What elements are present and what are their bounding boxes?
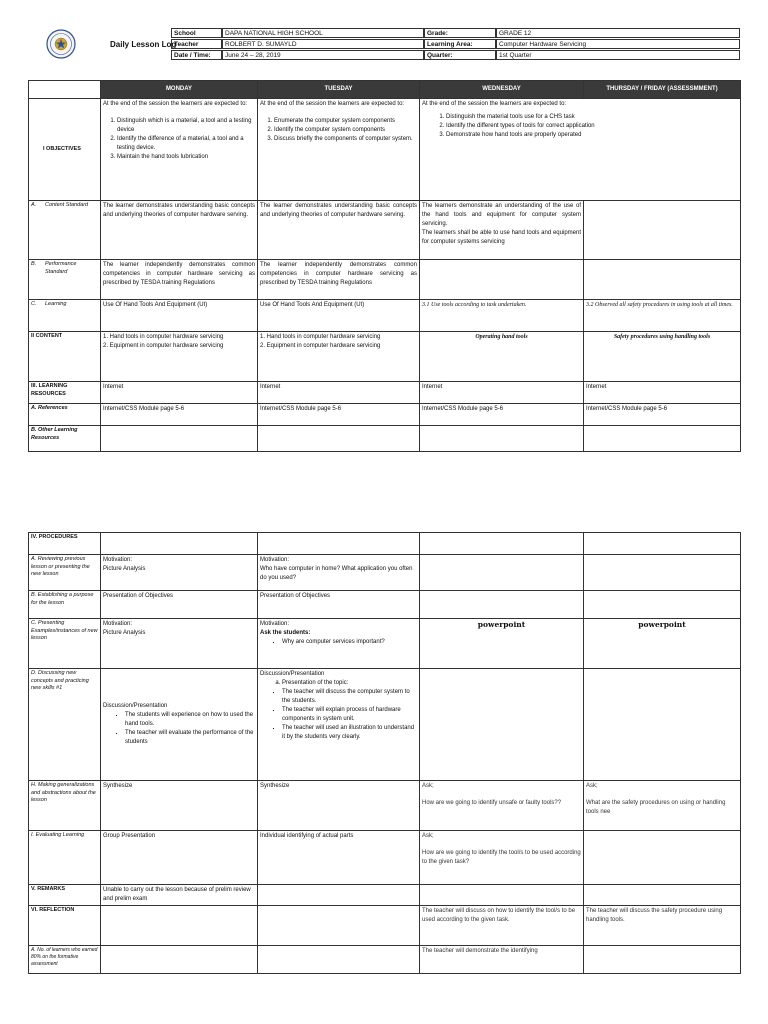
school-value: DAPA NATIONAL HIGH SCHOOL: [222, 28, 424, 38]
content-standard-wednesday: The learners demonstrate an understanding of the use of the hand tools and equipment for computer system servicing. The learners shall be able to use hand tools and equipment for computer systems servicing: [420, 201, 584, 260]
procedure-c-thursday: powerpoint: [584, 619, 741, 669]
objectives-wednesday: At the end of the session the learners are expected to: 1. Distinguish the material tools use for a CHS task 2. Identify the different types of tools for correct application 3. Demonstrate how hand tools are properly operated: [420, 99, 741, 201]
row-procedure-h: [29, 781, 741, 831]
grade-label: Grade:: [424, 28, 496, 38]
procedure-i-wednesday: Ask; How are we going to identify the tool/s to be used according to the given task?: [420, 831, 584, 885]
learning-resources-monday: Internet: [101, 382, 258, 404]
procedures-tuesday: [258, 533, 420, 555]
other-resources-label: B. Other Learning Resources: [29, 426, 101, 452]
procedure-a-monday: Motivation: Picture Analysis: [101, 555, 258, 591]
school-label: School: [171, 28, 222, 38]
remarks-tuesday: [258, 885, 420, 906]
date-label: Date / Time:: [171, 50, 222, 60]
row-reflection: [29, 906, 741, 946]
learners-80-wednesday: The teacher will demonstrate the identifying: [420, 946, 584, 974]
procedure-d-label: D. Discussing new concepts and practicing new skills #1: [29, 669, 101, 781]
learning-area-value: Computer Hardware Servicing: [496, 39, 740, 49]
procedure-b-monday: Presentation of Objectives: [101, 591, 258, 619]
procedure-h-monday: Synthesize: [101, 781, 258, 831]
day-tuesday: TUESDAY: [258, 81, 420, 99]
learning-tuesday: Use Of Hand Tools And Equipment (Ut): [258, 300, 420, 332]
content-standard-thursday: [584, 201, 741, 260]
row-remarks: [29, 885, 741, 906]
performance-standard-label: B. Performance Standard: [29, 260, 101, 300]
daily-lesson-log-title: Daily Lesson Log: [110, 40, 177, 49]
performance-standard-thursday: [584, 260, 741, 300]
procedure-i-thursday: [584, 831, 741, 885]
content-tuesday: 1. Hand tools in computer hardware servicing 2. Equipment in computer hardware servicing: [258, 332, 420, 382]
date-value: June 24 – 28, 2019: [222, 50, 424, 60]
row-content-standard: [29, 201, 741, 260]
grade-value: GRADE 12: [496, 28, 740, 38]
content-label: II CONTENT: [29, 332, 101, 382]
references-thursday: Internet/CSS Module page 5-6: [584, 404, 741, 426]
procedure-b-wednesday: [420, 591, 584, 619]
procedure-c-wednesday: powerpoint: [420, 619, 584, 669]
header-blank: [29, 81, 101, 99]
objectives-monday: At the end of the session the learners are expected to: 1. Distinguish which is a material, a tool and a testing device 2. Identify the difference of a material, a tool and a testing device. 3. Maintain the hand tools lubrication: [101, 99, 258, 201]
references-wednesday: Internet/CSS Module page 5-6: [420, 404, 584, 426]
performance-standard-monday: The learner independently demonstrates common competencies in computer hardware servicing as prescribed by TESDA training Regulations: [101, 260, 258, 300]
learners-80-label: A. No. of learners who earned 80% on the formative assessment: [29, 946, 101, 974]
quarter-value: 1st Quarter: [496, 50, 740, 60]
procedure-i-monday: Group Presentation: [101, 831, 258, 885]
lesson-log-header: [28, 26, 740, 62]
row-procedure-b: [29, 591, 741, 619]
procedure-d-monday: Discussion/Presentation ▪ The students will experience on how to used the hand tools. ▪ The teacher will evaluate the performance of the students: [101, 669, 258, 781]
objectives-tuesday-list: 1. Enumerate the computer system components 2. Identify the computer system components 3. Discuss briefly the components of computer system.: [260, 117, 417, 144]
procedure-d-tuesday-sublist: a. Presentation of the topic:: [260, 679, 417, 688]
reflection-wednesday: The teacher will discuss on how to identify the tool/s to be used according to the given task.: [420, 906, 584, 946]
learning-resources-thursday: Internet: [584, 382, 741, 404]
content-thursday: Safety procedures using handling tools: [584, 332, 741, 382]
procedure-c-monday: Motivation: Picture Analysis: [101, 619, 258, 669]
procedure-d-monday-list: ▪ The students will experience on how to used the hand tools. ▪ The teacher will evaluate the performance of the students: [103, 711, 255, 747]
day-wednesday: WEDNESDAY: [420, 81, 584, 99]
row-procedure-d: [29, 669, 741, 781]
references-label: A. References: [29, 404, 101, 426]
procedure-a-thursday: [584, 555, 741, 591]
performance-standard-wednesday: [420, 260, 584, 300]
learners-80-tuesday: [258, 946, 420, 974]
procedure-d-tuesday: Discussion/Presentation a. Presentation of the topic: ▪ The teacher will discuss the computer system to the students. ▪ The teacher will explain process of hardware components in system unit. ▪ The teacher will used an illustration to understand it by the students very clearly.: [258, 669, 420, 781]
performance-standard-tuesday: The learner independently demonstrates common competencies in computer hardware servicing as prescribed by TESDA training Regulations: [258, 260, 420, 300]
day-thursday-friday: THURSDAY / FRIDAY (ASSESSMMENT): [584, 81, 741, 99]
learning-monday: Use Of Hand Tools And Equipment (Ut): [101, 300, 258, 332]
row-objectives: [29, 99, 741, 201]
procedures-wednesday: [420, 533, 584, 555]
reflection-thursday: The teacher will discuss the safety procedure using handling tools.: [584, 906, 741, 946]
reflection-label: VI. REFLECTION: [29, 906, 101, 946]
remarks-monday: Unable to carry out the lesson because of prelim review and prelim exam: [101, 885, 258, 906]
learners-80-monday: [101, 946, 258, 974]
row-other-resources: [29, 426, 741, 452]
lesson-table-part1: [28, 80, 741, 452]
row-references: [29, 404, 741, 426]
content-standard-label: A. Content Standard: [29, 201, 101, 260]
learning-resources-label: III. LEARNING RESOURCES: [29, 382, 101, 404]
row-procedure-c: [29, 619, 741, 669]
deped-seal-icon: [46, 29, 76, 59]
procedures-thursday: [584, 533, 741, 555]
procedure-h-label: H. Making generalizations and abstractions about the lesson: [29, 781, 101, 831]
procedure-a-wednesday: [420, 555, 584, 591]
procedure-d-wednesday: [420, 669, 584, 781]
content-wednesday: Operating hand tools: [420, 332, 584, 382]
learning-thursday: 3.2 Observed all safety procedures in using tools at all times.: [584, 300, 741, 332]
procedure-c-tuesday: Motivation: Ask the students: ▪ Why are computer services important?: [258, 619, 420, 669]
learners-80-thursday: [584, 946, 741, 974]
procedure-h-thursday: Ask; What are the safety procedures on using or handling tools nee: [584, 781, 741, 831]
procedure-a-label: A. Reviewing previous lesson or presenting the new lesson: [29, 555, 101, 591]
procedure-d-tuesday-list: ▪ The teacher will discuss the computer system to the students. ▪ The teacher will explain process of hardware components in system unit. ▪ The teacher will used an illustration to understand it by the students very clearly.: [260, 688, 417, 742]
other-resources-tuesday: [258, 426, 420, 452]
objectives-monday-list: 1. Distinguish which is a material, a tool and a testing device 2. Identify the difference of a material, a tool and a testing device. 3. Maintain the hand tools lubrication: [103, 117, 255, 162]
procedure-b-label: B. Establishing a purpose for the lesson: [29, 591, 101, 619]
row-procedures: [29, 533, 741, 555]
procedure-d-thursday: [584, 669, 741, 781]
content-standard-tuesday: The learner demonstrates understanding basic concepts and underlying theories of computer hardware serving.: [258, 201, 420, 260]
quarter-label: Quarter:: [424, 50, 496, 60]
procedure-i-tuesday: Individual identifying of actual parts: [258, 831, 420, 885]
teacher-value: ROLBERT D. SUMAYLD: [222, 39, 424, 49]
row-content: [29, 332, 741, 382]
objectives-label: I OBJECTIVES: [29, 99, 101, 201]
references-monday: Internet/CSS Module page 5-6: [101, 404, 258, 426]
other-resources-thursday: [584, 426, 741, 452]
remarks-wednesday: [420, 885, 584, 906]
procedure-h-tuesday: Synthesize: [258, 781, 420, 831]
procedure-b-thursday: [584, 591, 741, 619]
reflection-tuesday: [258, 906, 420, 946]
row-learning: [29, 300, 741, 332]
day-monday: MONDAY: [101, 81, 258, 99]
row-performance-standard: [29, 260, 741, 300]
remarks-label: V. REMARKS: [29, 885, 101, 906]
procedures-label: IV. PROCEDURES: [29, 533, 101, 555]
row-learning-resources: [29, 382, 741, 404]
learning-resources-tuesday: Internet: [258, 382, 420, 404]
other-resources-monday: [101, 426, 258, 452]
row-learners-80: [29, 946, 741, 974]
procedure-a-tuesday: Motivation: Who have computer in home? What application you often do you used?: [258, 555, 420, 591]
content-monday: 1. Hand tools in computer hardware servicing 2. Equipment in computer hardware servicing: [101, 332, 258, 382]
teacher-label: Teacher: [171, 39, 222, 49]
procedure-c-tuesday-list: ▪ Why are computer services important?: [260, 638, 417, 647]
lesson-table-part2: [28, 532, 741, 974]
objectives-tuesday: At the end of the session the learners are expected to: 1. Enumerate the computer system components 2. Identify the computer system components 3. Discuss briefly the components of computer system.: [258, 99, 420, 201]
other-resources-wednesday: [420, 426, 584, 452]
procedure-h-wednesday: Ask; How are we going to identify unsafe or faulty tools??: [420, 781, 584, 831]
objectives-wednesday-list: 1. Distinguish the material tools use for a CHS task 2. Identify the different types of tools for correct application 3. Demonstrate how hand tools are properly operated: [422, 113, 738, 140]
reflection-monday: [101, 906, 258, 946]
content-standard-monday: The learner demonstrates understanding basic concepts and underlying theories of computer hardware serving.: [101, 201, 258, 260]
learning-resources-wednesday: Internet: [420, 382, 584, 404]
procedures-monday: [101, 533, 258, 555]
learning-area-label: Learning Area:: [424, 39, 496, 49]
learning-label: C. Learning: [29, 300, 101, 332]
procedure-i-label: I. Evaluating Learning: [29, 831, 101, 885]
row-procedure-a: [29, 555, 741, 591]
procedure-b-tuesday: Presentation of Objectives: [258, 591, 420, 619]
references-tuesday: Internet/CSS Module page 5-6: [258, 404, 420, 426]
procedure-c-label: C. Presenting Examples/instances of new lesson: [29, 619, 101, 669]
row-procedure-i: [29, 831, 741, 885]
remarks-thursday: [584, 885, 741, 906]
learning-wednesday: 3.1 Use tools according to task undertaken.: [420, 300, 584, 332]
